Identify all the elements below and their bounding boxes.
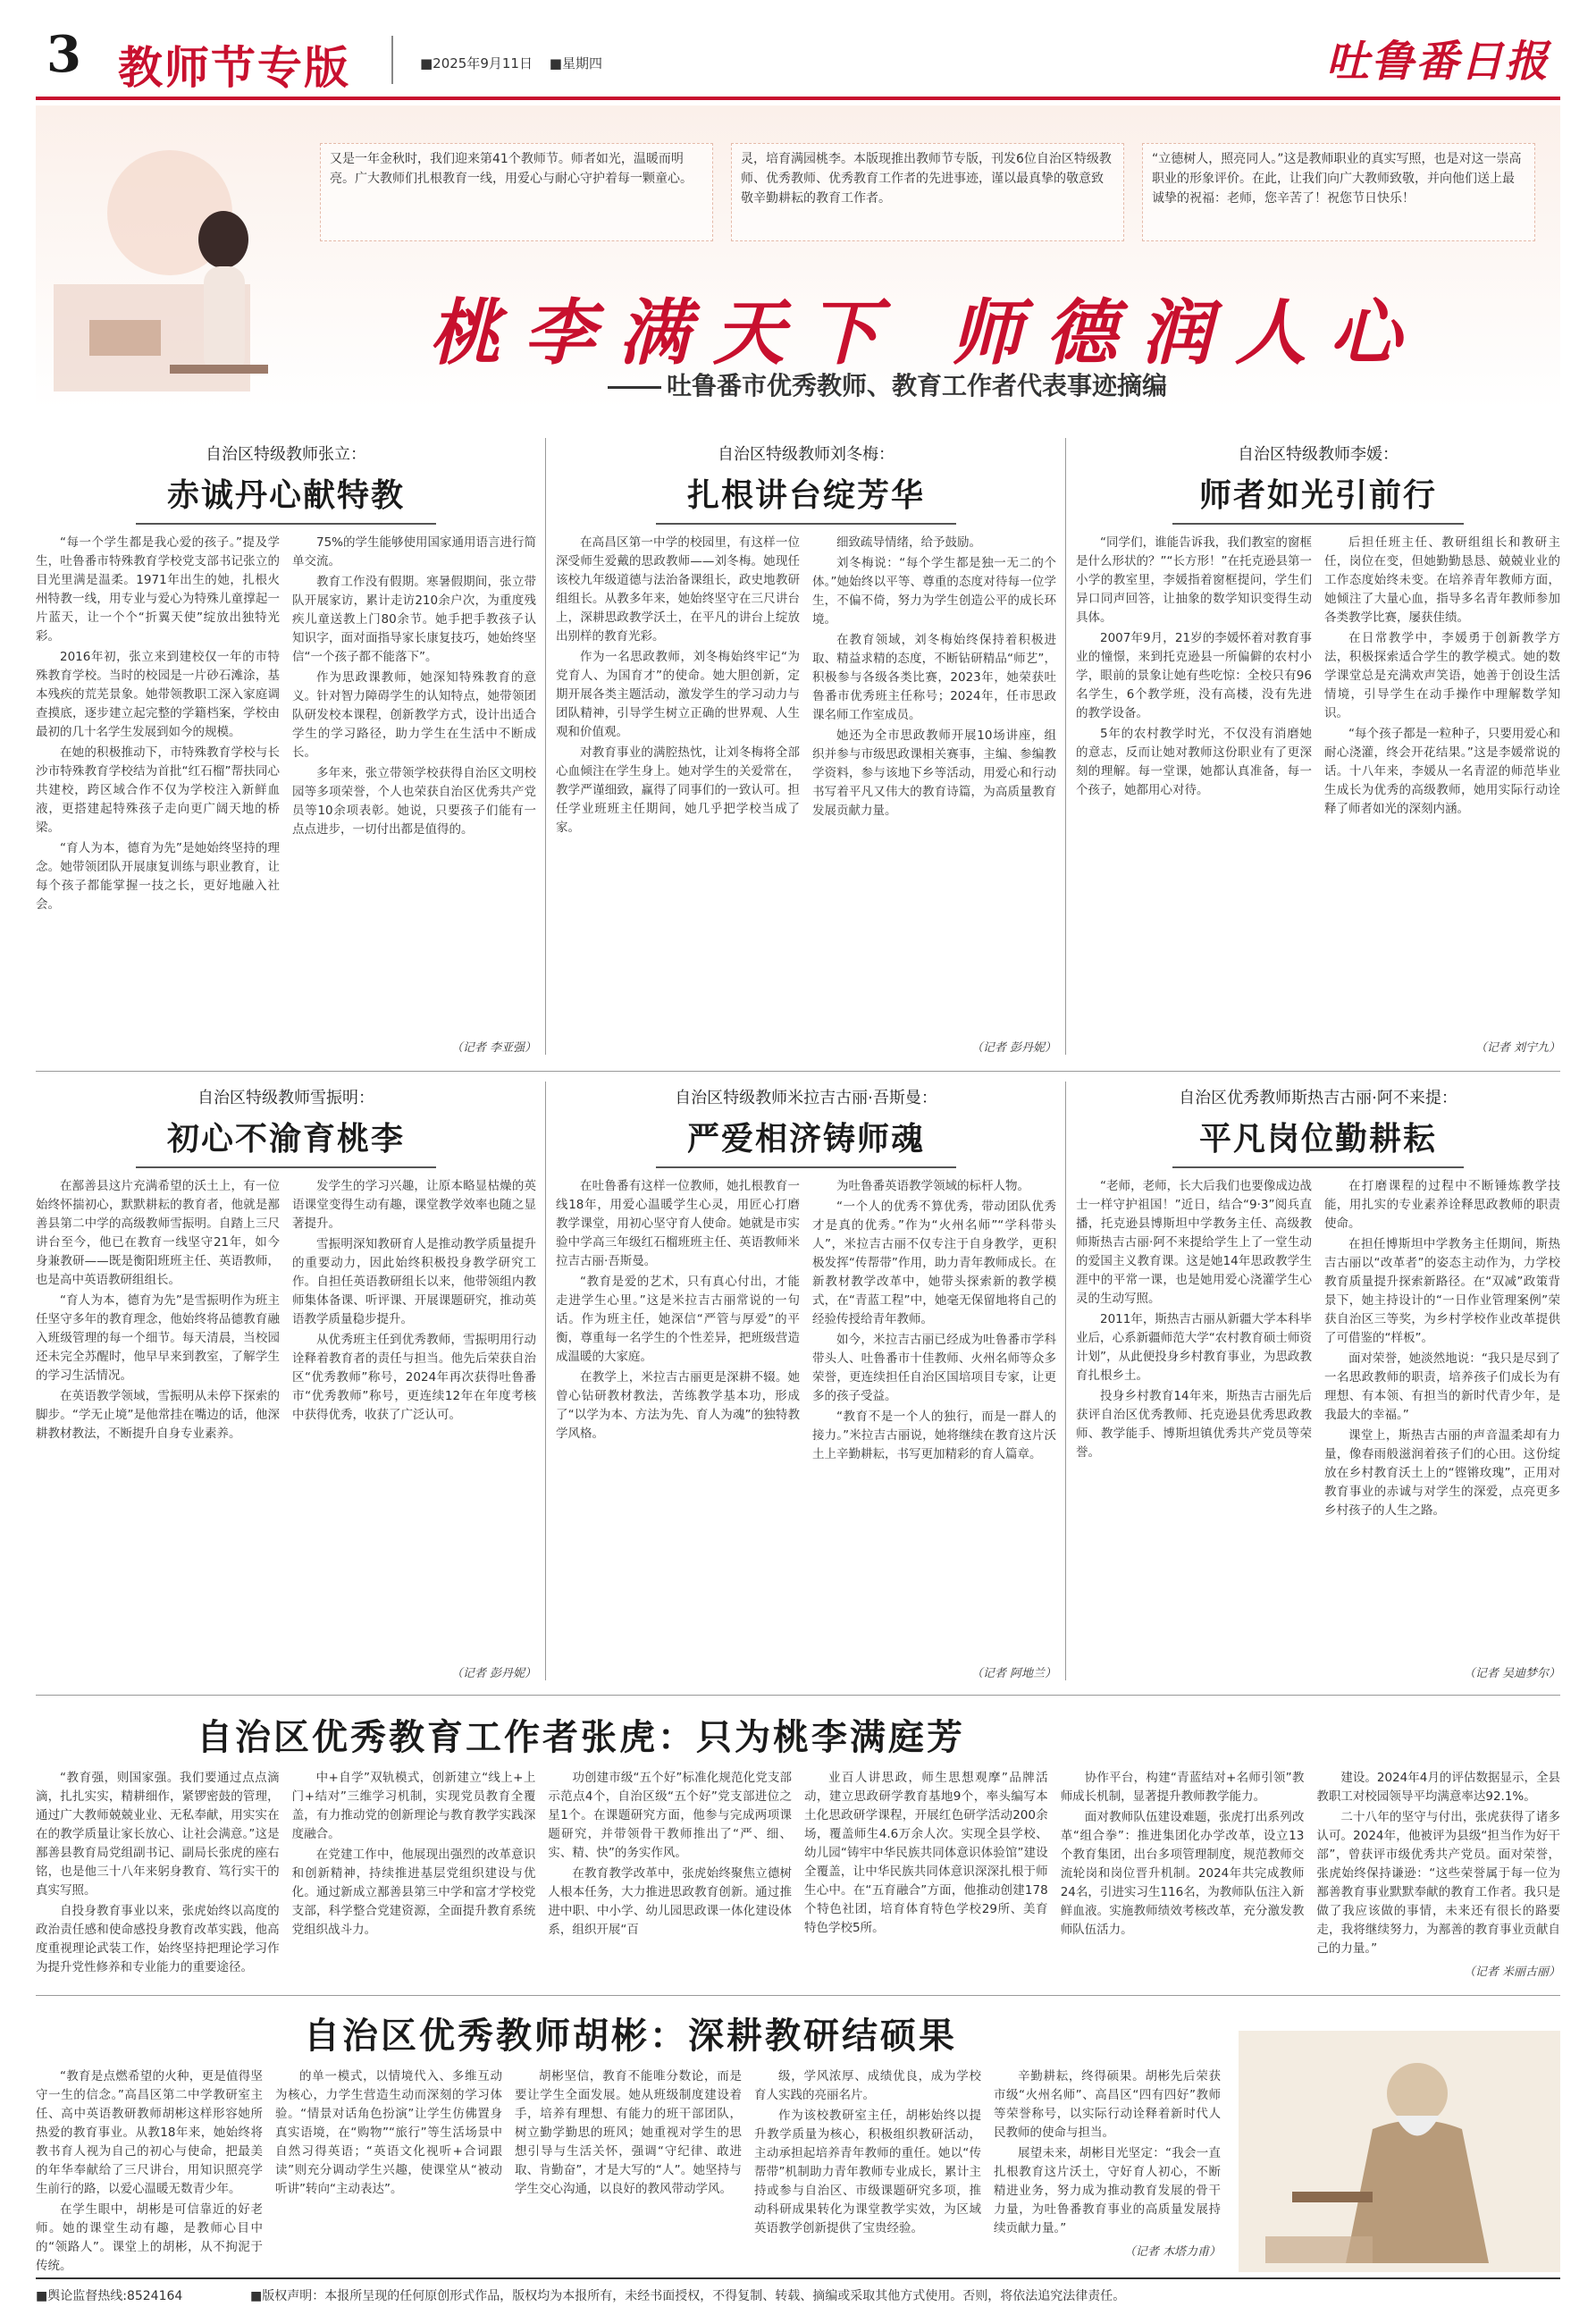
title-rule [656, 523, 956, 525]
main-headline: 桃李满天下 师德润人心 [429, 290, 1424, 375]
intro-paragraph-1: 又是一年金秋时，我们迎来第41个教师节。师者如光，温暖而明亮。广大教师们扎根教育一线，用爱心与耐心守护着每一颗童心。 [320, 143, 713, 241]
paragraph: 业百人讲思政，师生思想观摩”品牌活动，建立思政研学教育基地9个，率头编写本土化思政研学课程，开展红色研学活动200余场，覆盖师生4.6万余人次。实现全县学校、幼儿园“铸牢中华民族共同体意识体验馆”建设全覆盖，让中华民族共同体意识深深扎根于师生心中。在“五育融合”方面，他推动创建178个特色社团，培育体育特色学校29所、美育特色学校5所。 [804, 1771, 1048, 1935]
paragraph: 课堂上，斯热吉古丽的声音温柔却有力量，像春雨般滋润着孩子们的心田。这份绽放在乡村教育沃土上的“铿锵玫瑰”，正用对教育事业的赤诚与对学生的深爱，点亮更多乡村孩子的人生之路。 [1324, 1428, 1560, 1518]
article-byline: （记者 李亚强） [450, 1041, 536, 1055]
article-milaguli [556, 1082, 1056, 1689]
paragraph: 级，学风浓厚、成绩优良，成为学校育人实践的亮丽名片。 [754, 2069, 981, 2102]
paragraph: 在党建工作中，他展现出强烈的改革意识和创新精神，持续推进基层党组织建设与优化。通过新成立鄯善县第三中学和富才学校党支部，科学整合党建资源，全面提升教育系统党组织战斗力。 [291, 1848, 536, 1937]
article-xue-zhenming [36, 1082, 536, 1689]
article-sirejiguli [1076, 1082, 1560, 1689]
paragraph: “教育强，则国家强。我们要通过点点滴滴，扎扎实实，精耕细作，紧锣密鼓的管理，通过广大教师兢兢业业、无私奉献，用实实在在的教学质量让家长放心、让社会满意。”这是鄯善县教育局党组副书记、副局长张虎的座右铭，也是他三十八年来躬身教育、笃行实干的真实写照。 [36, 1771, 280, 1898]
paragraph: “教育是点燃希望的火种，更是值得坚守一生的信念。”高昌区第二中学教研室主任、高中英语教研教师胡彬这样形容她所热爱的教育事业。从教18年来，她始终将教书育人视为自己的初心与使命，把最美的年华奉献给了三尺讲台，用知识照亮学生前行的路，以爱心温暖无数青少年。 [36, 2069, 263, 2196]
article-column [994, 2067, 1221, 2282]
page-number: 3 [46, 25, 81, 84]
paragraph: 在吐鲁番有这样一位教师，她扎根教育一线18年，用爱心温暖学生心灵，用匠心打磨教学课堂，用初心坚守育人使命。她就是市实验中学高三年级红石榴班班主任、英语教师米拉吉古丽·吾斯曼。 [556, 1179, 800, 1268]
article-kicker: 自治区特级教师雪振明： [197, 1089, 374, 1107]
paragraph: 在她的积极推动下，市特殊教育学校与长沙市特殊教育学校结为首批“红石榴”帮扶同心共建校，跨区域合作不仅为学校注入新鲜血液，更搭建起特殊孩子走向更广阔天地的桥梁。 [36, 745, 280, 835]
hero-banner [36, 105, 1560, 409]
paragraph: 面对荣誉，她淡然地说：“我只是尽到了一名思政教师的职责，培养孩子们成长为有理想、有本领、有担当的新时代青少年，是我最大的幸福。” [1324, 1351, 1560, 1422]
paragraph: 2007年9月，21岁的李媛怀着对教育事业的憧憬，来到托克逊县一所偏僻的农村小学，眼前的景象让她有些吃惊：全校只有96名学生，6个教学班，没有高楼，没有先进的教学设备。 [1076, 631, 1312, 720]
paragraph: 自投身教育事业以来，张虎始终以高度的政治责任感和使命感投身教育改革实践，他高度重视理论武装工作，始终坚持把理论学习作为提升党性修养和专业能力的重要途径。 [36, 1904, 280, 1974]
article-column [1324, 1177, 1560, 1660]
intro-paragraph-3: “立德树人，照亮同人。”这是教师职业的真实写照，也是对这一崇高职业的形象评价。在此，让我们向广大教师致敬，并向他们送上最诚挚的祝福：老师，您辛苦了！祝您节日快乐！ [1142, 143, 1535, 241]
paragraph: 5年的农村教学时光，不仅没有消磨她的意志，反而让她对教师这份职业有了更深刻的理解。每一堂课，她都认真准备，每一个孩子，她都用心对待。 [1076, 727, 1312, 797]
header-rule [36, 97, 1560, 100]
title-rule [1172, 1166, 1463, 1168]
paragraph: 面对教师队伍建设难题，张虎打出系列改革“组合拳”：推进集团化办学改革，设立13个教育集团，出台多项管理制度，规范教师交流轮岗和岗位晋升机制。2024年共完成教师24名，引进实习生116名，为教师队伍注入新鲜血液。实施教师绩效考核改革，充分激发教师队伍活力。 [1060, 1810, 1305, 1937]
article-title: 自治区优秀教育工作者张虎：只为桃李满庭芳 [197, 1716, 965, 1758]
article-title: 初心不渝育桃李 [166, 1120, 405, 1158]
title-rule [136, 1166, 436, 1168]
paragraph: 二十八年的坚守与付出，张虎获得了诸多认可。2024年，他被评为县级“担当作为好干部”，曾获评市级优秀共产党员。面对荣誉，张虎始终保持谦逊：“这些荣誉属于每一位为鄯善教育事业默默奉献的教育工作者。我只是做了我应该做的事情，未来还有很长的路要走，我将继续努力，为鄯善的教育事业贡献自己的力量。” [1316, 1810, 1561, 1956]
paragraph: 刘冬梅说：“每个学生都是独一无二的个体。”她始终以平等、尊重的态度对待每一位学生，不偏不倚，努力为学生创造公平的成长环境。 [812, 556, 1056, 627]
article-byline: （记者 吴迪梦尔） [1463, 1667, 1560, 1680]
sub-headline [608, 366, 1167, 402]
paragraph: 75%的学生能够使用国家通用语言进行简单交流。 [292, 535, 536, 568]
paragraph: 发学生的学习兴趣，让原本略显枯燥的英语课堂变得生动有趣，课堂教学效率也随之显著提升。 [292, 1179, 536, 1231]
paragraph: “教育是爱的艺术，只有真心付出，才能走进学生心里。”这是米拉吉古丽常说的一句话。作为班主任，她深信“严管与厚爱”的平衡，尊重每一名学生的个性差异，把班级营造成温暖的大家庭。 [556, 1275, 800, 1364]
paragraph: “教育不是一个人的独行，而是一群人的接力。”米拉吉古丽说，她将继续在教育这片沃土上辛勤耕耘，书写更加精彩的育人篇章。 [812, 1410, 1056, 1461]
sub-headline-text: 吐鲁番市优秀教师、教育工作者代表事迹摘编 [667, 371, 1168, 400]
paragraph: 在学生眼中，胡彬是可信靠近的好老师。她的课堂生动有趣，是教师心目中的“领路人”。课堂上的胡彬，从不拘泥于传统。 [36, 2202, 263, 2273]
publish-weekday: ■星期四 [549, 55, 602, 72]
article-column [1076, 1177, 1312, 1660]
paragraph: 在教学上，米拉吉古丽更是深耕不辍。她曾心钻研教材教法，苦练教学基本功，形成了“以学为本、方法为先、育人为魂”的独特教学风格。 [556, 1370, 800, 1441]
article-title: 赤诚丹心献特教 [166, 476, 405, 514]
article-column [754, 2067, 981, 2282]
row-separator [36, 1695, 1560, 1696]
article-column [36, 2067, 263, 2282]
column-separator [545, 438, 546, 1055]
paragraph: 多年来，张立带领学校获得自治区文明校园等多项荣誉，个人也荣获自治区优秀共产党员等10余项表彰。她说，只要孩子们能有一点点进步，一切付出都是值得的。 [292, 766, 536, 837]
paragraph: 辛勤耕耘，终得硕果。胡彬先后荣获市级“火州名师”、高昌区“四有四好”教师等荣誉称号，以实际行动诠释着新时代人民教师的使命与担当。 [994, 2069, 1221, 2140]
article-byline: （记者 刘宁九） [1474, 1041, 1560, 1055]
article-column [36, 534, 280, 1034]
article-hu-bin [36, 2004, 1560, 2272]
article-zhang-li [36, 438, 536, 1064]
paragraph: “育人为本，德育为先”是她始终坚持的理念。她带领团队开展康复训练与职业教育，让每个孩子都能掌握一技之长，更好地融入社会。 [36, 841, 280, 912]
article-kicker: 自治区特级教师米拉吉古丽·吾斯曼： [675, 1089, 937, 1107]
paragraph: 在教育领域，刘冬梅始终保持着积极进取、精益求精的态度，不断钻研精品“师艺”，积极参与各级各类比赛，2023年，她荣获吐鲁番市优秀班主任称号；2024年，任市思政课名师工作室成员。 [812, 633, 1056, 722]
title-rule [1172, 523, 1463, 525]
article-zhang-hu [36, 1704, 1560, 1990]
article-column [548, 1769, 792, 2001]
paragraph: 投身乡村教育14年来，斯热吉古丽先后获评自治区优秀教师、托克逊县优秀思政教师、教学能手、博斯坦镇优秀共产党员等荣誉。 [1076, 1389, 1312, 1460]
paragraph: 从优秀班主任到优秀教师，雪振明用行动诠释着教育者的责任与担当。他先后荣获自治区“优秀教师”称号，2024年再次获得吐鲁番市“优秀教师”称号，更连续12年在年度考核中获得优秀，收获了广泛认可。 [292, 1333, 536, 1422]
paragraph: 作为一名思政教师，刘冬梅始终牢记“为党育人、为国育才”的使命。她大胆创新，定期开展各类主题活动，激发学生的学习动力与团队精神，引导学生树立正确的世界观、人生观和价值观。 [556, 650, 800, 739]
article-byline: （记者 彭丹妮） [970, 1041, 1056, 1055]
article-column [36, 1769, 280, 2001]
article-column [1061, 1769, 1305, 2001]
article-li-yuan [1076, 438, 1560, 1064]
column-separator [545, 1082, 546, 1680]
intro-paragraph-2: 灵，培育满园桃李。本版现推出教师节专版，刊发6位自治区特级教师、优秀教师、优秀教育工作者的先进事迹，谨以最真挚的敬意致敬辛勤耕耘的教育工作者。 [731, 143, 1124, 241]
article-column [556, 1177, 800, 1660]
paragraph: 在打磨课程的过程中不断锤炼教学技能，用扎实的专业素养诠释思政教师的职责使命。 [1324, 1179, 1560, 1231]
paragraph: 在鄯善县这片充满希望的沃土上，有一位始终怀揣初心，默默耕耘的教育者，他就是鄯善县第二中学的高级教师雪振明。自踏上三尺讲台至今，他已在教育一线坚守21年，如今身兼教研——既是衡阳班班主任、英语教师，也是高中英语教研组组长。 [36, 1179, 280, 1287]
paragraph: “同学们，谁能告诉我，我们教室的窗框是什么形状的？”“长方形！”在托克逊县第一小学的教室里，李媛指着窗框提问，学生们异口同声回答，让抽象的数学知识变得生动具体。 [1076, 535, 1312, 625]
section-title: 教师节专版 [118, 42, 350, 94]
paragraph: “一个人的优秀不算优秀，带动团队优秀才是真的优秀。”作为“火州名师”“学科带头人”，米拉吉古丽不仅专注于自身教学，更积极发挥“传帮带”作用，助力青年教师成长。在新教材教学改革中，她带头探索新的教学模式，在“青蓝工程”中，她毫无保留地将自己的经验传授给青年教师。 [812, 1200, 1056, 1326]
article-column [804, 1769, 1048, 2001]
article-kicker: 自治区优秀教师斯热吉古丽·阿不来提： [1179, 1089, 1457, 1107]
paragraph: 为吐鲁番英语教学领域的标杆人物。 [836, 1179, 1029, 1193]
paragraph: 展望未来，胡彬目光坚定：“我会一直扎根教育这片沃土，守好育人初心，不断精进业务，努力成为推动教育发展的骨干力量，为吐鲁番教育事业的高质量发展持续贡献力量。” [994, 2146, 1221, 2235]
dash-decoration [608, 386, 661, 389]
paragraph: 雪振明深知教研育人是推动教学质量提升的重要动力，因此始终积极投身教学研究工作。自担任英语教研组长以来，他带领组内教师集体备课、听评课、开展课题研究，推动英语教学质量稳步提升。 [292, 1237, 536, 1326]
paragraph: 胡彬坚信，教育不能唯分数论，而是要让学生全面发展。她从班级制度建设着手，培养有理想、有能力的班干部团队，树立勤学勤思的班风；她重视对学生的思想引导与生活关怀，强调“守纪律、敢进取、肯勤奋”，才是大写的“人”。她坚持与学生交心沟通，以良好的教风带动学风。 [515, 2069, 742, 2196]
article-kicker: 自治区特级教师刘冬梅： [718, 445, 895, 464]
article-column [292, 534, 536, 1034]
paragraph: “老师，老师，长大后我们也要像成边战士一样守护祖国！”近日，结合“9·3”阅兵直播，托克逊县博斯坦中学教务主任、高级教师斯热吉古丽·阿不来提给学生上了一堂生动的爱国主义教育课。这是她14年思政教学生涯中的平常一课，也是她用爱心浇灌学生心灵的生动写照。 [1076, 1179, 1312, 1306]
article-title: 扎根讲台绽芳华 [686, 476, 925, 514]
paragraph: 的单一模式，以情境代入、多维互动为核心，力学生营造生动而深刻的学习体验。“情景对话角色扮演”让学生仿佛置身真实语境，在“购物”“旅行”等生活场景中自然习得英语；“英语文化视听+合词跟读”则充分调动学生兴趣，使课堂从“被动听讲”转向“主动表达”。 [275, 2069, 502, 2196]
article-column [275, 2067, 502, 2282]
paragraph: 在英语教学领域，雪振明从未停下探索的脚步。“学无止境”是他常挂在嘴边的话，他深耕教材教法，不断提升自身专业素养。 [36, 1389, 280, 1441]
row-separator [36, 1995, 1560, 1996]
paragraph: 她还为全市思政教师开展10场讲座，组织并参与市级思政课相关赛事，主编、参编教学资料，参与该地下乡等活动，用爱心和行动书写着平凡又伟大的教育诗篇，为高质量教育发展贡献力量。 [812, 728, 1056, 818]
paragraph: 中+自学”双轨模式，创新建立“线上+上门+结对”三维学习机制，实现党员教育全覆盖，有力推动党的创新理论与教育教学实践深度融合。 [291, 1771, 536, 1841]
article-byline: （记者 阿地兰） [970, 1667, 1056, 1680]
hotline-text: ■舆论监督热线:8524164 [36, 2289, 183, 2303]
paragraph: “每一个学生都是我心爱的孩子。”提及学生，吐鲁番市特殊教育学校党支部书记张立的目光里满是温柔。1971年出生的她，扎根火州特教一线，用专业与爱心为特殊儿童撑起一片蓝天，让一个个“折翼天使”绽放出独特光彩。 [36, 535, 280, 644]
row-separator [36, 1071, 1560, 1072]
paragraph: 作为该校教研室主任，胡彬始终以提升教学质量为核心，积极组织教研活动，主动承担起培养青年教师的重任。她以“传帮带”机制助力青年教师专业成长，累计主持或参与自治区、市级课题研究多项，推动科研成果转化为课堂教学实效，为区域英语教学创新提供了宝贵经验。 [754, 2109, 981, 2235]
paragraph: 对教育事业的满腔热忱，让刘冬梅将全部心血倾注在学生身上。她对学生的关爱常在，教学严谨细致，赢得了同事们的一致认可。担任学业班班主任期间，她几乎把学校当成了家。 [556, 745, 800, 835]
confucius-illustration [1239, 2031, 1560, 2272]
article-column [812, 534, 1056, 1034]
paragraph: “育人为本，德育为先”是雪振明作为班主任坚守多年的教育理念，他始终将品德教育融入班级管理的每一个细节。每天清晨，当校园还未完全苏醒时，他早早来到教室，了解学生的学习生活情况。 [36, 1293, 280, 1383]
paragraph: 如今，米拉吉古丽已经成为吐鲁番市学科带头人、吐鲁番市十佳教师、火州名师等众多荣誉，更连续担任自治区国培项目专家，让更多的孩子受益。 [812, 1333, 1056, 1403]
article-column [1324, 534, 1560, 1034]
article-column [1076, 534, 1312, 1034]
article-byline: （记者 彭丹妮） [450, 1667, 536, 1680]
copyright-text: ■版权声明：本报所呈现的任何原创形式作品，版权均为本报所有，未经书面授权，不得复制、转载、摘编或采取其他方式使用。否则，将依法追究法律责任。 [250, 2289, 1126, 2303]
title-rule [136, 523, 436, 525]
paragraph: 2011年，斯热吉古丽从新疆大学本科毕业后，心系新疆师范大学“农村教育硕士师资计划”，从此便投身乡村教育事业，为思政教育扎根乡土。 [1076, 1312, 1312, 1383]
article-column [292, 1769, 536, 2001]
newspaper-masthead: 吐鲁番日报 [1325, 37, 1550, 87]
publish-date: ■2025年9月11日 [420, 55, 533, 72]
column-separator [1065, 438, 1066, 1055]
article-column [292, 1177, 536, 1660]
paragraph: 后担任班主任、教研组组长和教研主任，岗位在变，但她勤勤恳恳、兢兢业业的工作态度始终未变。在培养青年教师方面，她倾注了大量心血，指导多名青年教师参加各类教学比赛，屡获佳绩。 [1324, 535, 1560, 625]
paragraph: 功创建市级“五个好”标准化规范化党支部示范点4个，自治区级“五个好”党支部进位之星1个。在课题研究方面，他参与完成两项课题研究，并带领骨干教师推出了“严、细、实、精、快”的务实作风。 [548, 1771, 793, 1860]
paragraph: 作为思政课教师，她深知特殊教育的意义。针对智力障碍学生的认知特点，她带领团队研发校本课程，创新教学方式，设计出适合学生的学习路径，助力学生在生活中不断成长。 [292, 670, 536, 760]
paragraph: 细致疏导情绪，给予鼓励。 [836, 535, 981, 550]
header-date [420, 54, 615, 72]
article-column [515, 2067, 742, 2282]
article-byline: （记者 木塔力甫） [1123, 2245, 1221, 2259]
column-separator [1065, 1082, 1066, 1680]
article-column [556, 534, 800, 1034]
paragraph: “每个孩子都是一粒种子，只要用爱心和耐心浇灌，终会开花结果。”这是李媛常说的话。十八年来，李媛从一名青涩的师范毕业生成长为优秀的高级教师，她用实际行动诠释了师者如光的深刻内涵。 [1324, 727, 1560, 816]
title-rule [656, 1166, 956, 1168]
paragraph: 在高昌区第一中学的校园里，有这样一位深受师生爱戴的思政教师——刘冬梅。她现任该校九年级道德与法治备课组长，政史地教研组组长。从教多年来，她始终坚守在三尺讲台上，深耕思政教学沃土，在平凡的讲台上绽放出别样的教育光彩。 [556, 535, 800, 644]
article-title: 师者如光引前行 [1198, 476, 1437, 514]
article-column [812, 1177, 1056, 1660]
header-divider [391, 36, 393, 84]
paragraph: 教育工作没有假期。寒暑假期间，张立带队开展家访，累计走访210余户次，为重度残疾儿童送教上门80余节。她手把手教孩子认知识字，面对面指导家长康复技巧，她始终坚信“一个孩子都不能落下”。 [292, 575, 536, 664]
page-footer [36, 2277, 1560, 2306]
article-column [1316, 1769, 1560, 2001]
article-kicker: 自治区特级教师张立： [206, 445, 366, 464]
paragraph: 在担任博斯坦中学教务主任期间，斯热吉古丽以“改革者”的姿态主动作为，力学校教育质量提升探索新路径。在“双减”政策背景下，她主持设计的“一日作业管理案例”荣获自治区三等奖，为乡村学校作业改革提供了可借鉴的“样板”。 [1324, 1237, 1560, 1345]
paragraph: 在教育教学改革中，张虎始终聚焦立德树人根本任务，大力推进思政教育创新。通过推进中职、中小学、幼儿园思政课一体化建设体系，组织开展“百 [548, 1866, 793, 1937]
article-title: 自治区优秀教师胡彬：深耕教研结硕果 [304, 2015, 957, 2057]
article-byline: （记者 米丽古丽） [1463, 1966, 1561, 1979]
article-title: 严爱相济铸师魂 [686, 1120, 925, 1158]
article-liu-dongmei [556, 438, 1056, 1064]
paragraph: 在日常教学中，李媛勇于创新教学方法，积极探索适合学生的教学模式。她的数学课堂总是充满欢声笑语，她善于创设生活情境，引导学生在动手操作中理解数学知识。 [1324, 631, 1560, 720]
article-title: 平凡岗位勤耕耘 [1198, 1120, 1437, 1158]
intro-text [320, 143, 1535, 241]
paragraph: 协作平台，构建“青蓝结对+名师引领”教师成长机制，显著提升教师教学能力。 [1060, 1771, 1305, 1804]
article-kicker: 自治区特级教师李媛： [1238, 445, 1399, 464]
article-column [36, 1177, 280, 1660]
paragraph: 2016年初，张立来到建校仅一年的市特殊教育学校。当时的校园是一片砂石滩涂，基本残疾的荒芜景象。她带领教职工深入家庭调查摸底，逐步建立起完整的学籍档案，学校由最初的几十名学生发展到如今的规模。 [36, 650, 280, 739]
page-header [0, 0, 1596, 105]
paragraph: 建设。2024年4月的评估数据显示，全县教职工对校园领导平均满意率达92.1%。 [1316, 1771, 1561, 1804]
